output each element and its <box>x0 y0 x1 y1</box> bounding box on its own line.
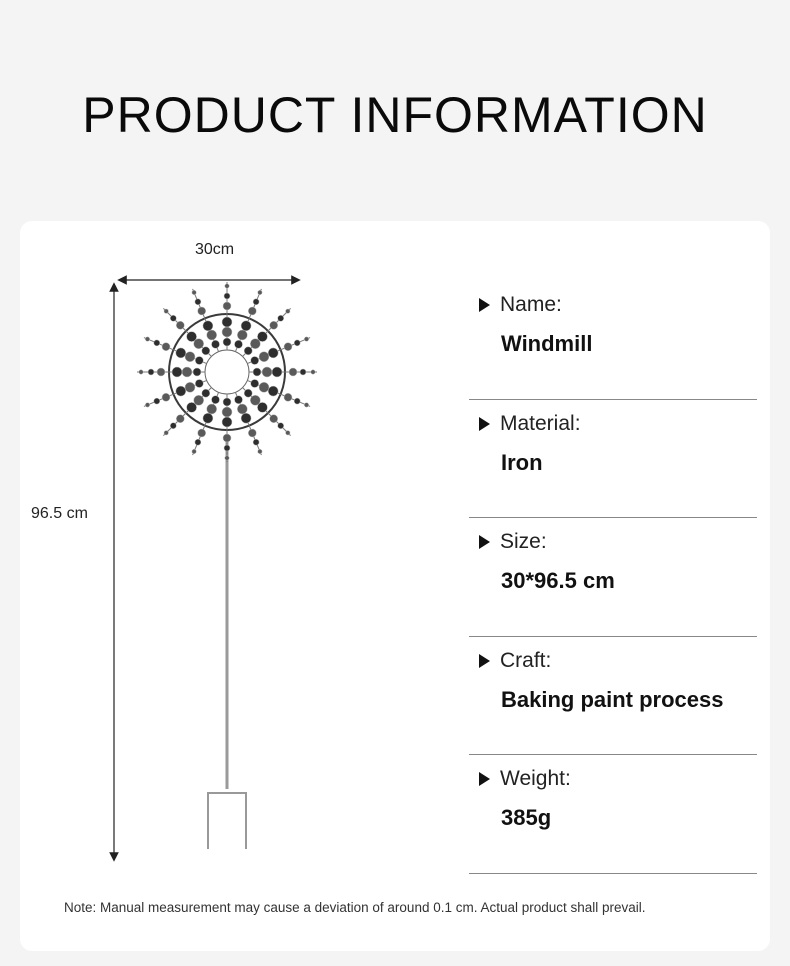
spec-label: Weight: <box>479 767 571 791</box>
divider <box>469 873 757 874</box>
windmill-fork-stake <box>208 793 246 849</box>
measurement-note: Note: Manual measurement may cause a deviation of around 0.1 cm. Actual product shall prevail. <box>64 900 646 915</box>
spec-value: Baking paint process <box>501 686 724 712</box>
triangle-bullet-icon <box>479 535 490 549</box>
spec-row-weight <box>469 755 757 874</box>
page-title: PRODUCT INFORMATION <box>82 87 708 143</box>
product-figure <box>20 221 460 881</box>
spec-row-name <box>469 281 757 400</box>
spec-row-size <box>469 518 757 637</box>
triangle-bullet-icon <box>479 417 490 431</box>
spec-label: Material: <box>479 412 581 436</box>
spec-label: Name: <box>479 293 562 317</box>
spec-value: Windmill <box>501 331 593 356</box>
spec-label: Craft: <box>479 649 551 673</box>
triangle-bullet-icon <box>479 298 490 312</box>
spec-value: 385g <box>501 805 552 830</box>
spec-value: Iron <box>501 449 543 475</box>
spec-list <box>469 281 757 874</box>
height-dimension-label: 96.5 cm <box>31 505 88 522</box>
spec-row-material <box>469 400 757 519</box>
triangle-bullet-icon <box>479 772 490 786</box>
spec-label: Size: <box>479 530 547 554</box>
width-dimension-label: 30cm <box>195 241 235 258</box>
windmill-illustration <box>20 221 460 881</box>
triangle-bullet-icon <box>479 654 490 668</box>
spec-row-craft <box>469 637 757 756</box>
spec-value: 30*96.5 cm <box>501 568 615 593</box>
windmill-wheel <box>137 282 317 462</box>
product-info-card <box>20 221 770 951</box>
